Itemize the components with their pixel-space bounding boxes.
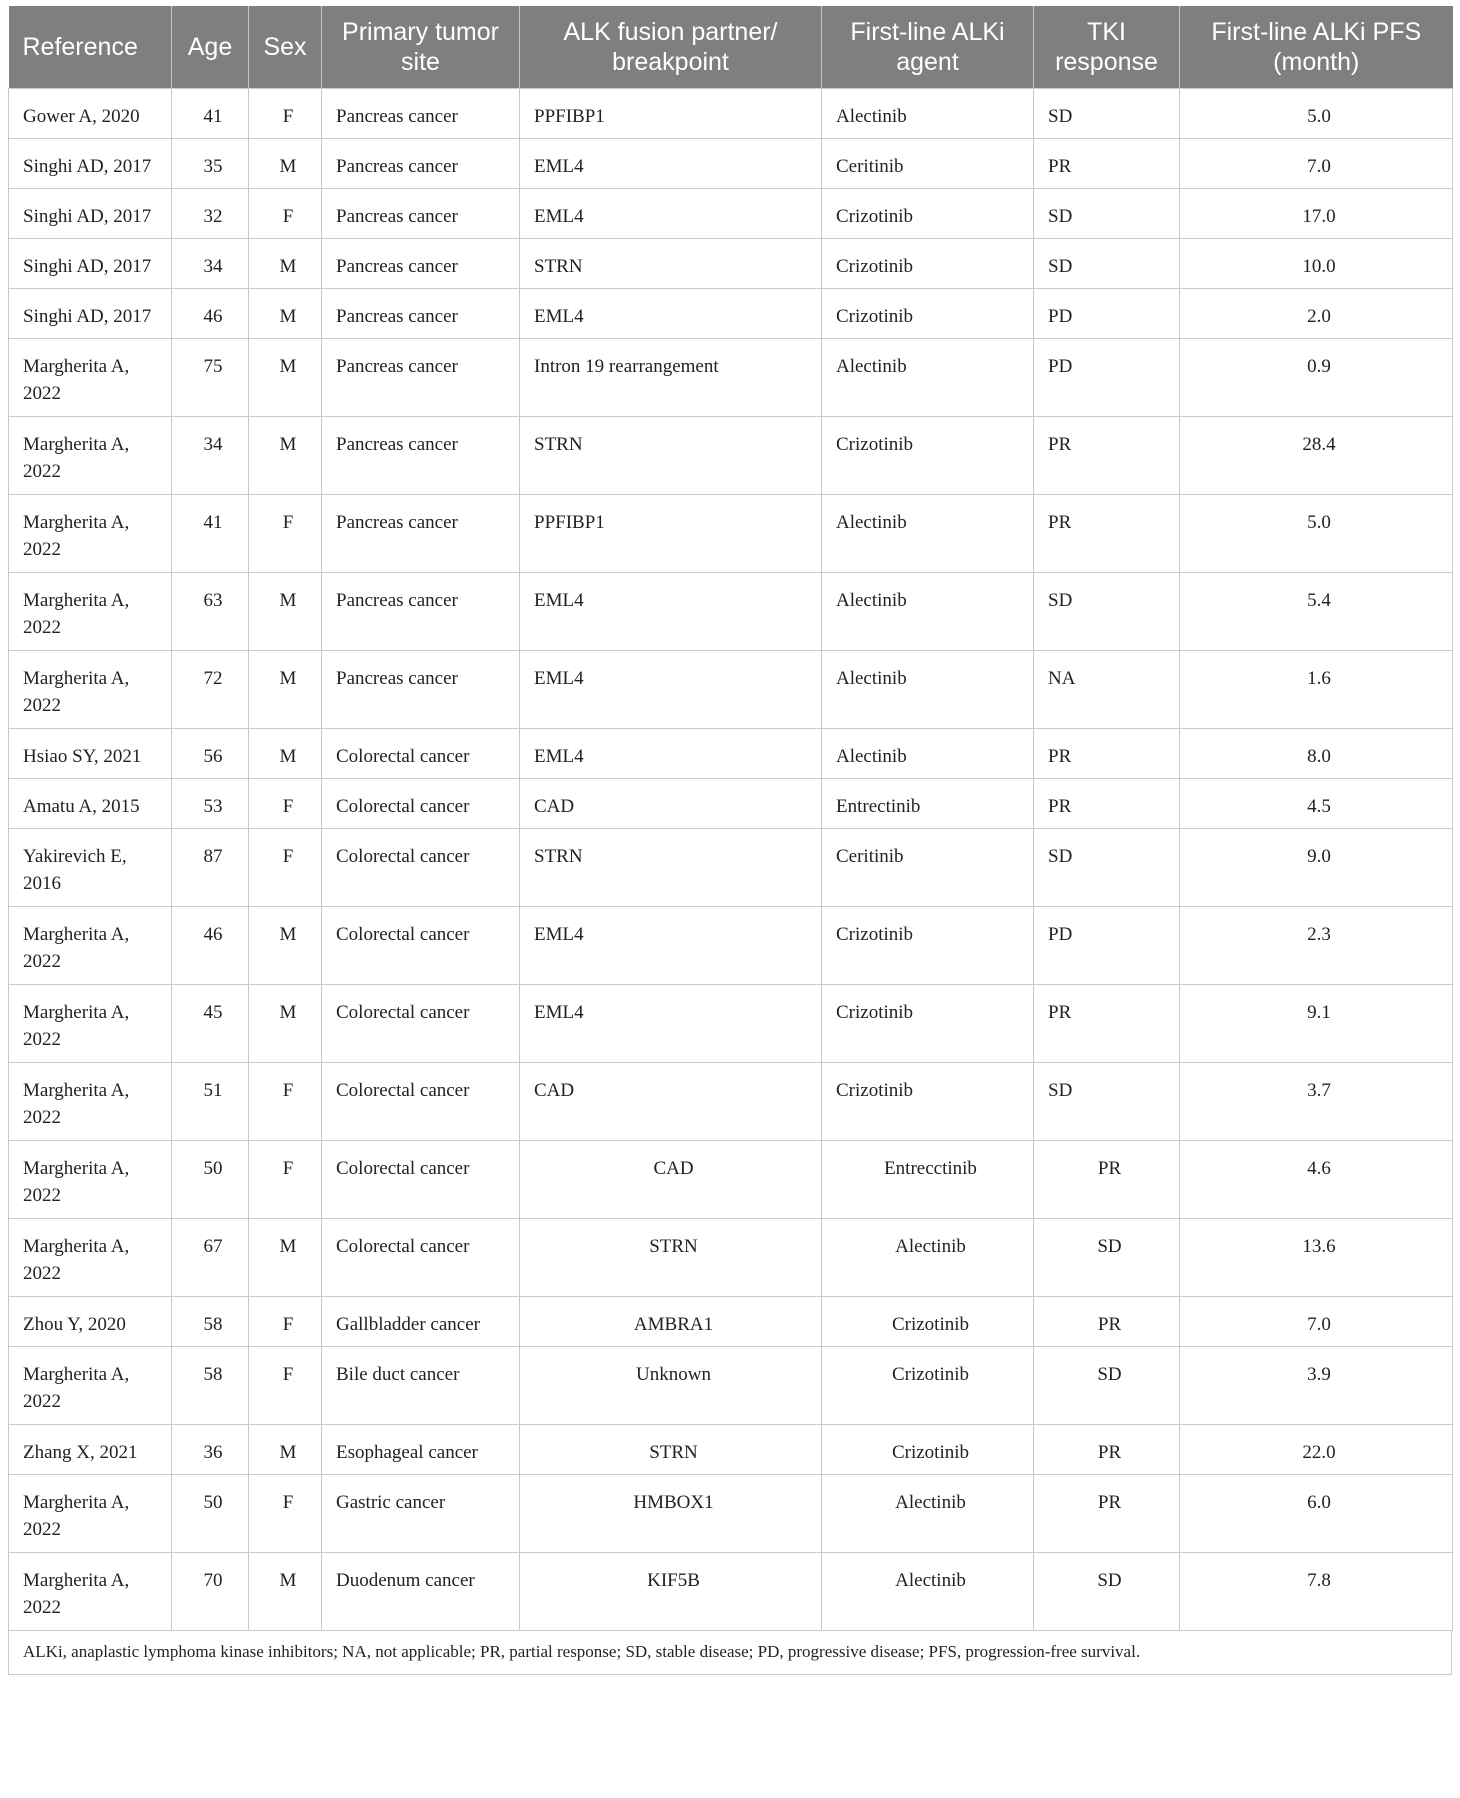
cell-response: PR bbox=[1034, 984, 1180, 1062]
cell-pfs: 3.9 bbox=[1180, 1346, 1453, 1424]
table-row bbox=[9, 288, 1453, 338]
table-row bbox=[9, 88, 1453, 138]
cell-pfs: 0.9 bbox=[1180, 338, 1453, 416]
cell-age: 56 bbox=[172, 728, 249, 778]
cell-sex: F bbox=[249, 88, 322, 138]
cell-age: 45 bbox=[172, 984, 249, 1062]
cell-sex: M bbox=[249, 1552, 322, 1630]
cell-pfs: 7.0 bbox=[1180, 1296, 1453, 1346]
table-row bbox=[9, 138, 1453, 188]
cell-age: 58 bbox=[172, 1296, 249, 1346]
cell-pfs: 5.4 bbox=[1180, 572, 1453, 650]
cell-fusion-partner: STRN bbox=[520, 1218, 822, 1296]
cell-primary-site: Colorectal cancer bbox=[322, 778, 520, 828]
cell-age: 50 bbox=[172, 1474, 249, 1552]
cell-sex: M bbox=[249, 338, 322, 416]
cell-pfs: 6.0 bbox=[1180, 1474, 1453, 1552]
cell-reference: Amatu A, 2015 bbox=[9, 778, 172, 828]
cell-agent: Crizotinib bbox=[822, 1424, 1034, 1474]
cell-pfs: 9.0 bbox=[1180, 828, 1453, 906]
table-row bbox=[9, 1346, 1453, 1424]
cell-age: 34 bbox=[172, 238, 249, 288]
cell-age: 32 bbox=[172, 188, 249, 238]
cell-reference: Margherita A, 2022 bbox=[9, 416, 172, 494]
cell-sex: F bbox=[249, 1062, 322, 1140]
table-row bbox=[9, 650, 1453, 728]
cell-reference: Singhi AD, 2017 bbox=[9, 238, 172, 288]
cell-response: PR bbox=[1034, 138, 1180, 188]
cell-age: 58 bbox=[172, 1346, 249, 1424]
cell-response: SD bbox=[1034, 828, 1180, 906]
cell-age: 63 bbox=[172, 572, 249, 650]
cell-pfs: 5.0 bbox=[1180, 494, 1453, 572]
table-row bbox=[9, 572, 1453, 650]
cell-fusion-partner: CAD bbox=[520, 1140, 822, 1218]
cell-age: 53 bbox=[172, 778, 249, 828]
table-row bbox=[9, 984, 1453, 1062]
cell-sex: M bbox=[249, 1424, 322, 1474]
cell-pfs: 8.0 bbox=[1180, 728, 1453, 778]
cell-pfs: 13.6 bbox=[1180, 1218, 1453, 1296]
cell-response: PR bbox=[1034, 494, 1180, 572]
cell-fusion-partner: EML4 bbox=[520, 906, 822, 984]
cell-sex: F bbox=[249, 188, 322, 238]
cell-primary-site: Gastric cancer bbox=[322, 1474, 520, 1552]
table-row bbox=[9, 188, 1453, 238]
cell-sex: M bbox=[249, 984, 322, 1062]
header-alk-fusion-partner: ALK fusion partner/ breakpoint bbox=[520, 6, 822, 88]
cell-fusion-partner: STRN bbox=[520, 238, 822, 288]
cell-response: SD bbox=[1034, 238, 1180, 288]
cell-reference: Margherita A, 2022 bbox=[9, 906, 172, 984]
cell-response: SD bbox=[1034, 1218, 1180, 1296]
cell-agent: Alectinib bbox=[822, 338, 1034, 416]
header-primary-tumor-site: Primary tumor site bbox=[322, 6, 520, 88]
cell-response: NA bbox=[1034, 650, 1180, 728]
cell-agent: Ceritinib bbox=[822, 138, 1034, 188]
cell-fusion-partner: PPFIBP1 bbox=[520, 88, 822, 138]
cell-age: 35 bbox=[172, 138, 249, 188]
cell-agent: Crizotinib bbox=[822, 288, 1034, 338]
table-row bbox=[9, 1424, 1453, 1474]
cell-pfs: 22.0 bbox=[1180, 1424, 1453, 1474]
cell-primary-site: Colorectal cancer bbox=[322, 1218, 520, 1296]
cell-age: 50 bbox=[172, 1140, 249, 1218]
cell-agent: Alectinib bbox=[822, 494, 1034, 572]
table-row bbox=[9, 416, 1453, 494]
cell-pfs: 4.5 bbox=[1180, 778, 1453, 828]
cell-fusion-partner: STRN bbox=[520, 1424, 822, 1474]
cell-response: SD bbox=[1034, 572, 1180, 650]
cell-primary-site: Pancreas cancer bbox=[322, 338, 520, 416]
cell-agent: Entrectinib bbox=[822, 778, 1034, 828]
cell-fusion-partner: EML4 bbox=[520, 138, 822, 188]
cell-age: 70 bbox=[172, 1552, 249, 1630]
cell-fusion-partner: CAD bbox=[520, 778, 822, 828]
header-tki-response: TKI response bbox=[1034, 6, 1180, 88]
cell-response: PR bbox=[1034, 416, 1180, 494]
table-row bbox=[9, 728, 1453, 778]
cell-primary-site: Esophageal cancer bbox=[322, 1424, 520, 1474]
cell-response: PR bbox=[1034, 1424, 1180, 1474]
header-pfs-month: First-line ALKi PFS (month) bbox=[1180, 6, 1453, 88]
cell-reference: Hsiao SY, 2021 bbox=[9, 728, 172, 778]
cell-pfs: 17.0 bbox=[1180, 188, 1453, 238]
cell-pfs: 10.0 bbox=[1180, 238, 1453, 288]
cell-agent: Crizotinib bbox=[822, 1062, 1034, 1140]
cell-pfs: 2.0 bbox=[1180, 288, 1453, 338]
cell-primary-site: Gallbladder cancer bbox=[322, 1296, 520, 1346]
cell-reference: Margherita A, 2022 bbox=[9, 650, 172, 728]
cell-primary-site: Duodenum cancer bbox=[322, 1552, 520, 1630]
cell-agent: Crizotinib bbox=[822, 1296, 1034, 1346]
table-row bbox=[9, 906, 1453, 984]
cell-response: PR bbox=[1034, 778, 1180, 828]
table-container bbox=[8, 6, 1452, 1675]
cell-reference: Gower A, 2020 bbox=[9, 88, 172, 138]
cell-fusion-partner: EML4 bbox=[520, 572, 822, 650]
cell-sex: M bbox=[249, 650, 322, 728]
cell-reference: Margherita A, 2022 bbox=[9, 1474, 172, 1552]
cell-agent: Crizotinib bbox=[822, 188, 1034, 238]
cell-agent: Crizotinib bbox=[822, 416, 1034, 494]
cell-agent: Crizotinib bbox=[822, 1346, 1034, 1424]
cell-primary-site: Pancreas cancer bbox=[322, 138, 520, 188]
cell-pfs: 4.6 bbox=[1180, 1140, 1453, 1218]
cell-response: PR bbox=[1034, 1140, 1180, 1218]
cell-primary-site: Pancreas cancer bbox=[322, 416, 520, 494]
cell-agent: Alectinib bbox=[822, 572, 1034, 650]
cell-age: 41 bbox=[172, 88, 249, 138]
data-table bbox=[8, 6, 1453, 1631]
cell-reference: Zhou Y, 2020 bbox=[9, 1296, 172, 1346]
cell-age: 87 bbox=[172, 828, 249, 906]
cell-fusion-partner: PPFIBP1 bbox=[520, 494, 822, 572]
table-row bbox=[9, 338, 1453, 416]
table-body bbox=[9, 88, 1453, 1630]
cell-response: SD bbox=[1034, 1346, 1180, 1424]
cell-age: 72 bbox=[172, 650, 249, 728]
cell-primary-site: Colorectal cancer bbox=[322, 906, 520, 984]
cell-primary-site: Pancreas cancer bbox=[322, 238, 520, 288]
table-row bbox=[9, 494, 1453, 572]
cell-sex: F bbox=[249, 778, 322, 828]
cell-age: 46 bbox=[172, 288, 249, 338]
cell-sex: M bbox=[249, 138, 322, 188]
cell-reference: Zhang X, 2021 bbox=[9, 1424, 172, 1474]
cell-agent: Alectinib bbox=[822, 650, 1034, 728]
cell-sex: F bbox=[249, 494, 322, 572]
cell-primary-site: Pancreas cancer bbox=[322, 650, 520, 728]
table-footnote: ALKi, anaplastic lymphoma kinase inhibitors; NA, not applicable; PR, partial response; SD, stable disease; PD, progressive disease; PFS, progression-free survival. bbox=[8, 1631, 1452, 1675]
cell-fusion-partner: STRN bbox=[520, 416, 822, 494]
cell-agent: Alectinib bbox=[822, 1218, 1034, 1296]
cell-response: PR bbox=[1034, 728, 1180, 778]
cell-pfs: 9.1 bbox=[1180, 984, 1453, 1062]
cell-pfs: 28.4 bbox=[1180, 416, 1453, 494]
cell-reference: Margherita A, 2022 bbox=[9, 1140, 172, 1218]
cell-reference: Singhi AD, 2017 bbox=[9, 138, 172, 188]
cell-primary-site: Pancreas cancer bbox=[322, 188, 520, 238]
cell-primary-site: Colorectal cancer bbox=[322, 984, 520, 1062]
cell-sex: F bbox=[249, 828, 322, 906]
table-row bbox=[9, 1218, 1453, 1296]
cell-response: SD bbox=[1034, 1552, 1180, 1630]
cell-primary-site: Colorectal cancer bbox=[322, 828, 520, 906]
cell-pfs: 5.0 bbox=[1180, 88, 1453, 138]
table-row bbox=[9, 238, 1453, 288]
cell-sex: M bbox=[249, 906, 322, 984]
cell-sex: M bbox=[249, 1218, 322, 1296]
cell-pfs: 7.8 bbox=[1180, 1552, 1453, 1630]
cell-response: PR bbox=[1034, 1474, 1180, 1552]
cell-reference: Yakirevich E, 2016 bbox=[9, 828, 172, 906]
cell-age: 34 bbox=[172, 416, 249, 494]
cell-reference: Margherita A, 2022 bbox=[9, 1218, 172, 1296]
cell-fusion-partner: HMBOX1 bbox=[520, 1474, 822, 1552]
cell-age: 36 bbox=[172, 1424, 249, 1474]
header-sex: Sex bbox=[249, 6, 322, 88]
cell-pfs: 2.3 bbox=[1180, 906, 1453, 984]
cell-fusion-partner: EML4 bbox=[520, 728, 822, 778]
header-row bbox=[9, 6, 1453, 88]
table-row bbox=[9, 828, 1453, 906]
cell-agent: Crizotinib bbox=[822, 984, 1034, 1062]
cell-reference: Margherita A, 2022 bbox=[9, 1062, 172, 1140]
cell-pfs: 3.7 bbox=[1180, 1062, 1453, 1140]
cell-primary-site: Bile duct cancer bbox=[322, 1346, 520, 1424]
cell-fusion-partner: Unknown bbox=[520, 1346, 822, 1424]
table-row bbox=[9, 778, 1453, 828]
cell-response: PD bbox=[1034, 906, 1180, 984]
cell-primary-site: Pancreas cancer bbox=[322, 572, 520, 650]
cell-age: 41 bbox=[172, 494, 249, 572]
cell-reference: Margherita A, 2022 bbox=[9, 338, 172, 416]
cell-primary-site: Pancreas cancer bbox=[322, 494, 520, 572]
cell-primary-site: Colorectal cancer bbox=[322, 1140, 520, 1218]
cell-agent: Crizotinib bbox=[822, 238, 1034, 288]
table-row bbox=[9, 1552, 1453, 1630]
cell-sex: M bbox=[249, 288, 322, 338]
table-row bbox=[9, 1296, 1453, 1346]
cell-agent: Alectinib bbox=[822, 1552, 1034, 1630]
cell-reference: Singhi AD, 2017 bbox=[9, 188, 172, 238]
cell-fusion-partner: STRN bbox=[520, 828, 822, 906]
cell-reference: Margherita A, 2022 bbox=[9, 1552, 172, 1630]
cell-sex: F bbox=[249, 1474, 322, 1552]
cell-agent: Alectinib bbox=[822, 88, 1034, 138]
cell-reference: Margherita A, 2022 bbox=[9, 984, 172, 1062]
cell-agent: Alectinib bbox=[822, 1474, 1034, 1552]
table-row bbox=[9, 1140, 1453, 1218]
cell-fusion-partner: EML4 bbox=[520, 188, 822, 238]
cell-primary-site: Pancreas cancer bbox=[322, 88, 520, 138]
cell-response: SD bbox=[1034, 188, 1180, 238]
cell-age: 51 bbox=[172, 1062, 249, 1140]
cell-fusion-partner: AMBRA1 bbox=[520, 1296, 822, 1346]
cell-reference: Margherita A, 2022 bbox=[9, 572, 172, 650]
cell-age: 46 bbox=[172, 906, 249, 984]
cell-primary-site: Colorectal cancer bbox=[322, 728, 520, 778]
cell-sex: F bbox=[249, 1346, 322, 1424]
cell-response: PR bbox=[1034, 1296, 1180, 1346]
cell-agent: Entrecctinib bbox=[822, 1140, 1034, 1218]
cell-sex: M bbox=[249, 416, 322, 494]
cell-response: SD bbox=[1034, 88, 1180, 138]
cell-agent: Alectinib bbox=[822, 728, 1034, 778]
cell-fusion-partner: Intron 19 rearrangement bbox=[520, 338, 822, 416]
cell-sex: M bbox=[249, 728, 322, 778]
cell-sex: M bbox=[249, 238, 322, 288]
cell-fusion-partner: EML4 bbox=[520, 650, 822, 728]
cell-reference: Margherita A, 2022 bbox=[9, 494, 172, 572]
cell-pfs: 7.0 bbox=[1180, 138, 1453, 188]
cell-primary-site: Pancreas cancer bbox=[322, 288, 520, 338]
cell-response: SD bbox=[1034, 1062, 1180, 1140]
cell-agent: Crizotinib bbox=[822, 906, 1034, 984]
header-reference: Reference bbox=[9, 6, 172, 88]
header-first-line-agent: First-line ALKi agent bbox=[822, 6, 1034, 88]
cell-fusion-partner: KIF5B bbox=[520, 1552, 822, 1630]
header-age: Age bbox=[172, 6, 249, 88]
cell-primary-site: Colorectal cancer bbox=[322, 1062, 520, 1140]
cell-reference: Margherita A, 2022 bbox=[9, 1346, 172, 1424]
cell-age: 75 bbox=[172, 338, 249, 416]
table-row bbox=[9, 1062, 1453, 1140]
cell-response: PD bbox=[1034, 288, 1180, 338]
cell-sex: F bbox=[249, 1140, 322, 1218]
cell-pfs: 1.6 bbox=[1180, 650, 1453, 728]
cell-sex: F bbox=[249, 1296, 322, 1346]
cell-fusion-partner: EML4 bbox=[520, 288, 822, 338]
cell-fusion-partner: CAD bbox=[520, 1062, 822, 1140]
cell-response: PD bbox=[1034, 338, 1180, 416]
cell-age: 67 bbox=[172, 1218, 249, 1296]
cell-sex: M bbox=[249, 572, 322, 650]
table-row bbox=[9, 1474, 1453, 1552]
cell-reference: Singhi AD, 2017 bbox=[9, 288, 172, 338]
cell-agent: Ceritinib bbox=[822, 828, 1034, 906]
cell-fusion-partner: EML4 bbox=[520, 984, 822, 1062]
